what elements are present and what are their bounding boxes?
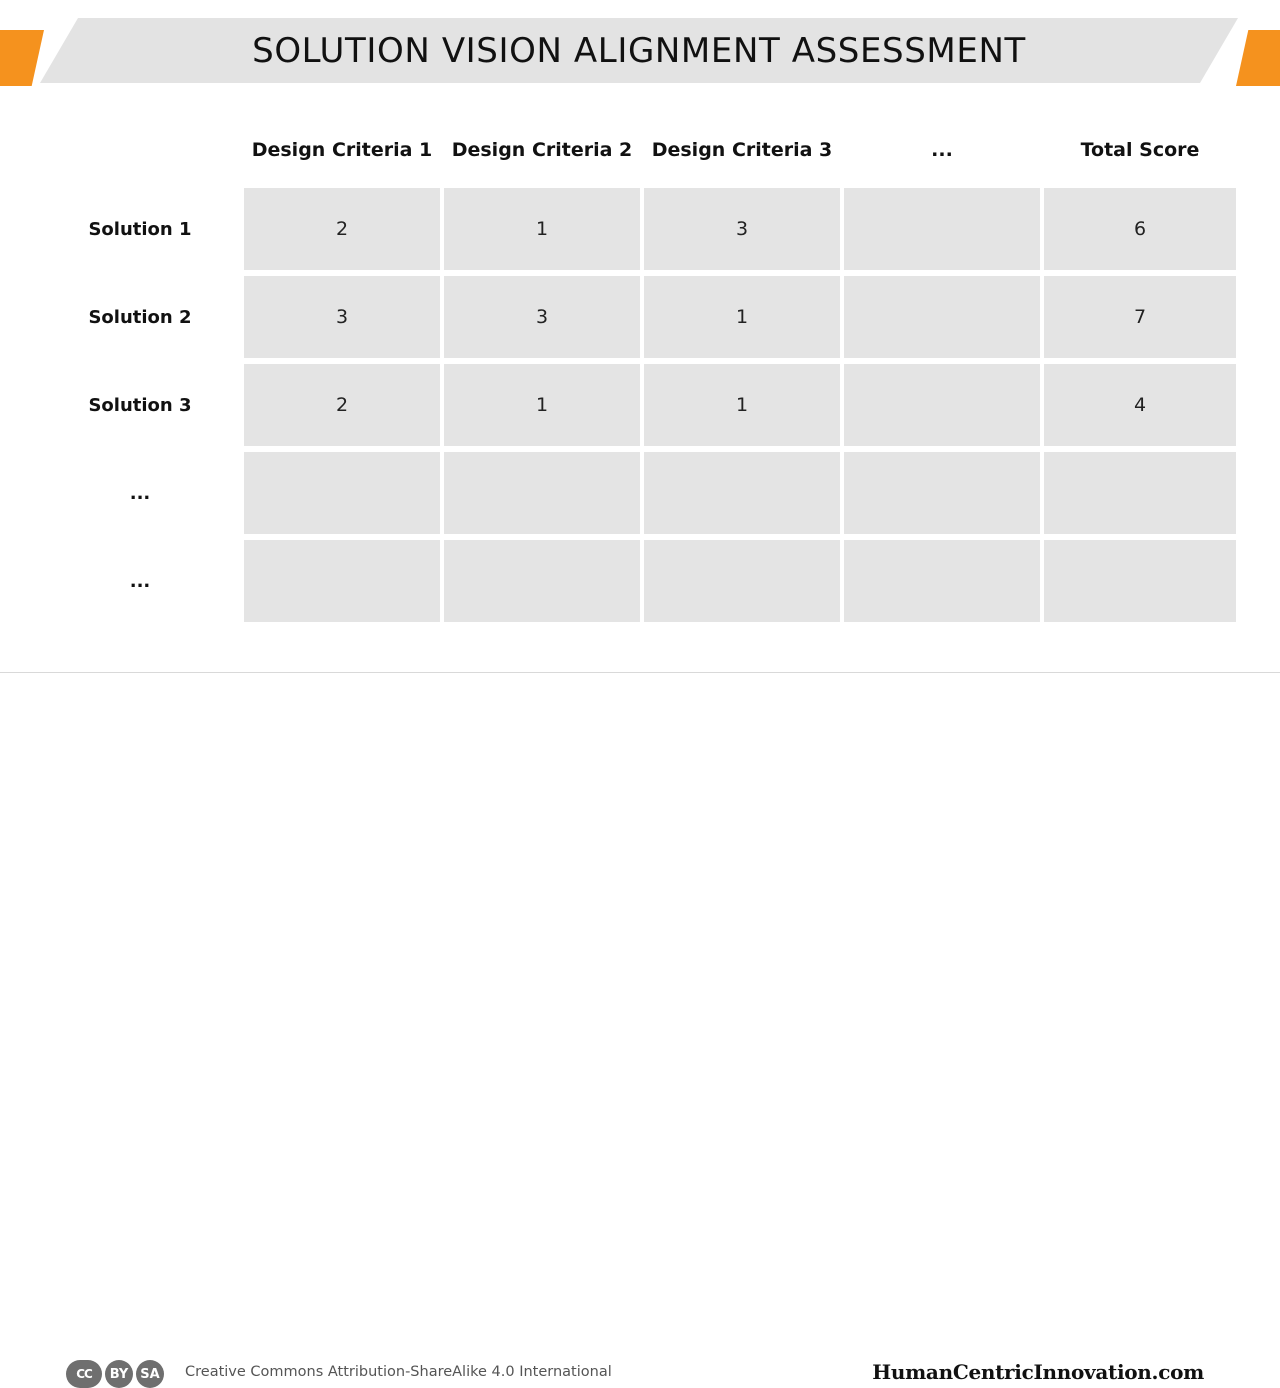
cc-logo-icon: CC: [66, 1360, 102, 1388]
table-cell[interactable]: [844, 276, 1040, 358]
table-cell[interactable]: [844, 452, 1040, 534]
page-title: SOLUTION VISION ALIGNMENT ASSESSMENT: [252, 30, 1026, 71]
accent-shape-left: [0, 30, 44, 86]
column-header-total-score: Total Score: [1080, 139, 1200, 161]
table-cell[interactable]: 1: [644, 276, 840, 358]
row-header-solution-3: Solution 3: [88, 394, 192, 416]
table-cell-total[interactable]: [1044, 452, 1236, 534]
table-cell-total[interactable]: 7: [1044, 276, 1236, 358]
creative-commons-icons: [66, 1360, 164, 1388]
cc-by-icon: BY: [105, 1360, 133, 1388]
table-cell[interactable]: 3: [444, 276, 640, 358]
accent-shape-right: [1236, 30, 1280, 86]
cc-sa-icon: SA: [136, 1360, 164, 1388]
slide-header: [0, 18, 1280, 86]
table-cell[interactable]: [644, 452, 840, 534]
table-cell[interactable]: 1: [644, 364, 840, 446]
table-cell[interactable]: 1: [444, 188, 640, 270]
table-cell[interactable]: [244, 540, 440, 622]
table-cell[interactable]: [844, 364, 1040, 446]
table-cell[interactable]: 2: [244, 188, 440, 270]
row-header-solution-1: Solution 1: [88, 218, 192, 240]
table-cell[interactable]: [444, 452, 640, 534]
column-header-ellipsis: ...: [931, 139, 953, 161]
row-header-ellipsis: ...: [129, 482, 151, 504]
table-cell[interactable]: 2: [244, 364, 440, 446]
table-cell[interactable]: 1: [444, 364, 640, 446]
slide-footer: [0, 673, 1280, 1384]
matrix-corner-cell: [40, 118, 240, 182]
table-cell-total[interactable]: 6: [1044, 188, 1236, 270]
row-header-solution-2: Solution 2: [88, 306, 192, 328]
column-header-criteria-2: Design Criteria 2: [451, 139, 633, 161]
row-header-ellipsis: ...: [129, 570, 151, 592]
table-cell[interactable]: [644, 540, 840, 622]
table-cell[interactable]: [844, 540, 1040, 622]
column-header-criteria-3: Design Criteria 3: [651, 139, 833, 161]
table-cell-total[interactable]: 4: [1044, 364, 1236, 446]
table-cell[interactable]: [244, 452, 440, 534]
table-cell-total[interactable]: [1044, 540, 1236, 622]
matrix-grid: [40, 118, 1240, 622]
assessment-matrix: [40, 118, 1240, 622]
column-header-criteria-1: Design Criteria 1: [251, 139, 433, 161]
table-cell[interactable]: 3: [244, 276, 440, 358]
table-cell[interactable]: [444, 540, 640, 622]
table-cell[interactable]: [844, 188, 1040, 270]
license-text: Creative Commons Attribution-ShareAlike 4.0 International: [185, 1364, 612, 1380]
table-cell[interactable]: 3: [644, 188, 840, 270]
brand-text: HumanCentricInnovation.com: [872, 1360, 1204, 1384]
